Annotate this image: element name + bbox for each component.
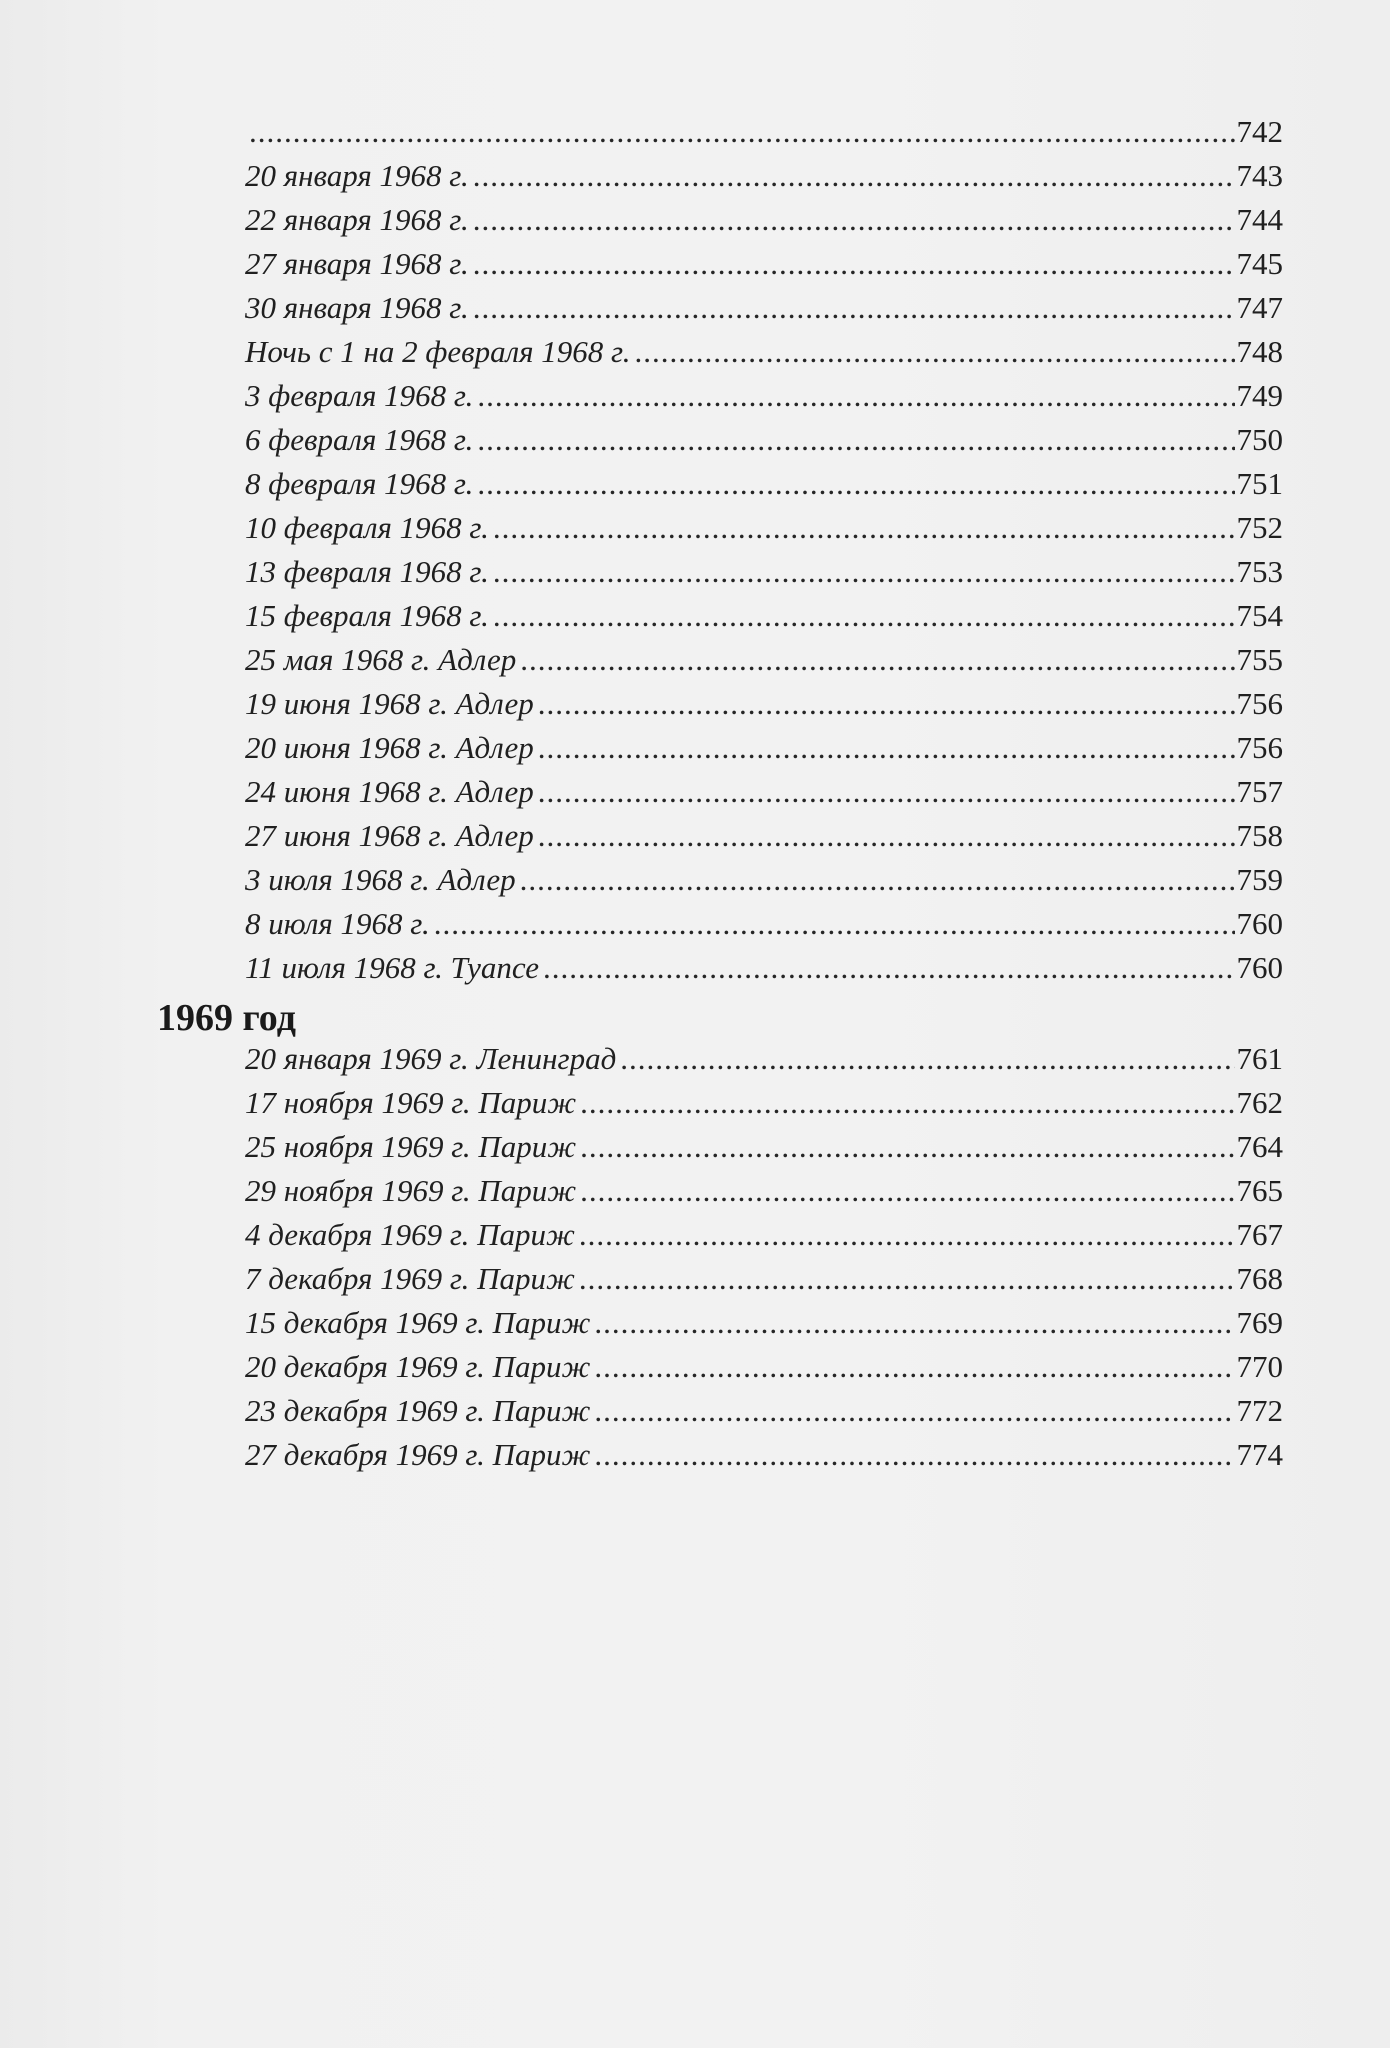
toc-entry: [245, 464, 1283, 504]
entry-page-number: 752: [1236, 510, 1283, 545]
toc-entry: [245, 420, 1283, 460]
entry-page-number: 750: [1236, 422, 1283, 457]
toc-entry: [245, 904, 1283, 944]
dot-leader: [543, 948, 1234, 988]
entry-title: 29 ноября 1969 г. Париж: [245, 1173, 577, 1208]
entry-title: 8 февраля 1968 г.: [245, 466, 474, 501]
dot-leader: [477, 420, 1234, 460]
year-heading: 1969 год: [157, 997, 296, 1039]
toc-entry: [245, 860, 1283, 900]
entry-title: 20 июня 1968 г. Адлер: [245, 730, 534, 765]
entry-title: 30 января 1968 г.: [245, 290, 469, 325]
entry-title: 15 декабря 1969 г. Париж: [245, 1305, 591, 1340]
entry-page-number: 755: [1236, 642, 1283, 677]
entry-title: 11 июля 1968 г. Туапсе: [245, 950, 540, 985]
toc-entry: [245, 684, 1283, 724]
entry-title: 6 февраля 1968 г.: [245, 422, 474, 457]
toc-entry: [245, 332, 1283, 372]
entry-title: 22 января 1968 г.: [245, 202, 469, 237]
dot-leader: [473, 200, 1235, 240]
entry-title: 23 декабря 1969 г. Париж: [245, 1393, 591, 1428]
entry-page-number: 742: [1236, 114, 1283, 149]
toc-entry: [245, 1127, 1283, 1167]
toc-entry: [245, 244, 1283, 284]
dot-leader: [580, 1127, 1234, 1167]
dot-leader: [594, 1435, 1234, 1475]
entry-title: 27 января 1968 г.: [245, 246, 469, 281]
toc-entry: [245, 508, 1283, 548]
dot-leader: [473, 288, 1235, 328]
toc-entry: [245, 772, 1283, 812]
toc-entry: [245, 1039, 1283, 1079]
entry-title: 25 мая 1968 г. Адлер: [245, 642, 517, 677]
dot-leader: [594, 1303, 1234, 1343]
entry-title: Ночь с 1 на 2 февраля 1968 г.: [245, 334, 631, 369]
entry-page-number: 744: [1236, 202, 1283, 237]
entry-title: 4 декабря 1969 г. Париж: [245, 1217, 575, 1252]
entry-title: 8 июля 1968 г.: [245, 906, 430, 941]
entry-page-number: 751: [1236, 466, 1283, 501]
entry-page-number: 743: [1236, 158, 1283, 193]
entry-title: 20 января 1969 г. Ленинград: [245, 1041, 617, 1076]
entry-page-number: 748: [1236, 334, 1283, 369]
entry-title: 19 июня 1968 г. Адлер: [245, 686, 534, 721]
toc-entry: [245, 552, 1283, 592]
entry-title: 10 февраля 1968 г.: [245, 510, 489, 545]
entry-page-number: 753: [1236, 554, 1283, 589]
toc-entry: [245, 596, 1283, 636]
entry-title: 25 ноября 1969 г. Париж: [245, 1129, 577, 1164]
entry-page-number: 768: [1236, 1261, 1283, 1296]
entry-page-number: 757: [1236, 774, 1283, 809]
toc-entry: [245, 1347, 1283, 1387]
entry-title: 27 июня 1968 г. Адлер: [245, 818, 534, 853]
dot-leader: [520, 640, 1234, 680]
dot-leader: [580, 1083, 1234, 1123]
dot-leader: [477, 464, 1234, 504]
dot-leader: [473, 156, 1235, 196]
entry-page-number: 761: [1236, 1041, 1283, 1076]
toc-entry: [245, 1215, 1283, 1255]
entry-page-number: 756: [1236, 730, 1283, 765]
toc-entry: [245, 156, 1283, 196]
dot-leader: [477, 376, 1234, 416]
toc-entry: [245, 1435, 1283, 1475]
toc-entry: [245, 1083, 1283, 1123]
entry-title: 27 декабря 1969 г. Париж: [245, 1437, 591, 1472]
entry-page-number: 758: [1236, 818, 1283, 853]
toc-entry: [245, 112, 1283, 152]
toc-entry: [245, 200, 1283, 240]
entry-page-number: 765: [1236, 1173, 1283, 1208]
dot-leader: [520, 860, 1235, 900]
entry-page-number: 756: [1236, 686, 1283, 721]
entry-page-number: 760: [1236, 906, 1283, 941]
entry-page-number: 747: [1236, 290, 1283, 325]
entry-page-number: 754: [1236, 598, 1283, 633]
entry-title: 3 июля 1968 г. Адлер: [245, 862, 516, 897]
dot-leader: [538, 728, 1235, 768]
toc-entry: [245, 1303, 1283, 1343]
entry-title: 7 декабря 1969 г. Париж: [245, 1261, 575, 1296]
toc-entry: [245, 728, 1283, 768]
toc-entry: [245, 1259, 1283, 1299]
dot-leader: [538, 772, 1235, 812]
entry-page-number: 774: [1236, 1437, 1283, 1472]
dot-leader: [473, 244, 1235, 284]
entry-title: 3 февраля 1968 г.: [245, 378, 474, 413]
toc-entry: [245, 948, 1283, 988]
entry-page-number: 772: [1236, 1393, 1283, 1428]
dot-leader: [580, 1171, 1234, 1211]
entry-page-number: 762: [1236, 1085, 1283, 1120]
entry-title: 13 февраля 1968 г.: [245, 554, 489, 589]
entry-page-number: 764: [1236, 1129, 1283, 1164]
dot-leader: [579, 1215, 1235, 1255]
entry-title: 15 февраля 1968 г.: [245, 598, 489, 633]
entry-title: 17 ноября 1969 г. Париж: [245, 1085, 577, 1120]
entry-page-number: 767: [1236, 1217, 1283, 1252]
entry-page-number: 749: [1236, 378, 1283, 413]
entry-title: 20 декабря 1969 г. Париж: [245, 1349, 591, 1384]
dot-leader: [538, 816, 1235, 856]
dot-leader: [594, 1347, 1234, 1387]
entry-title: 24 июня 1968 г. Адлер: [245, 774, 534, 809]
dot-leader: [579, 1259, 1235, 1299]
entry-title: 20 января 1968 г.: [245, 158, 469, 193]
dot-leader: [493, 596, 1235, 636]
dot-leader: [493, 508, 1235, 548]
entry-page-number: 769: [1236, 1305, 1283, 1340]
dot-leader: [538, 684, 1235, 724]
entry-page-number: 759: [1236, 862, 1283, 897]
entry-page-number: 770: [1236, 1349, 1283, 1384]
dot-leader: [249, 112, 1235, 152]
toc-entry: [245, 640, 1283, 680]
dot-leader: [594, 1391, 1234, 1431]
toc-entry: [245, 1171, 1283, 1211]
dot-leader: [620, 1039, 1234, 1079]
toc-entry: [245, 376, 1283, 416]
dot-leader: [634, 332, 1234, 372]
dot-leader: [434, 904, 1235, 944]
toc-entry: [245, 816, 1283, 856]
entry-page-number: 760: [1236, 950, 1283, 985]
dot-leader: [493, 552, 1235, 592]
toc-entry: [245, 288, 1283, 328]
entry-page-number: 745: [1236, 246, 1283, 281]
toc-entry: [245, 1391, 1283, 1431]
